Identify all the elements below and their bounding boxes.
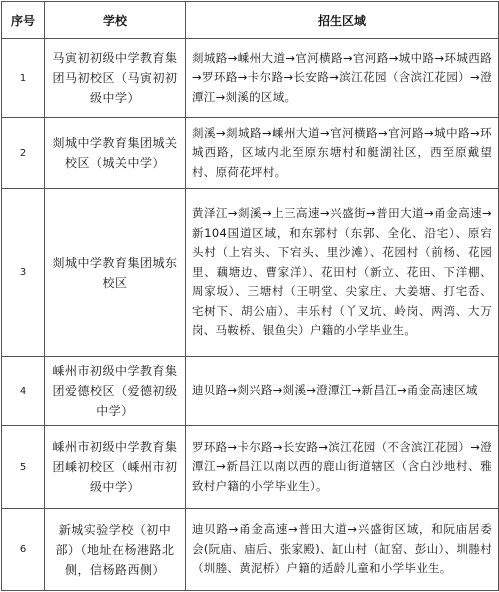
row-seq: 3: [2, 189, 45, 357]
header-school: 学校: [45, 2, 186, 39]
row-school: 剡城中学教育集团城关校区（城关中学）: [45, 118, 186, 189]
row-school: 嵊州市初级中学教育集团嵊初校区（嵊州市初级中学）: [45, 426, 186, 509]
table-row: [2, 189, 499, 357]
header-seq: 序号: [2, 2, 45, 39]
row-area: 罗环路→卡尔路→长安路→滨江花园（不含滨江花园）→澄潭江→新昌江以南以西的鹿山街道辖区（含白沙地村、雅致村户籍的小学毕业生）。: [186, 426, 499, 509]
table-row: [2, 357, 499, 426]
row-area: 迪贝路→甬金高速→普田大道→兴盛街区域，和阮庙居委会(阮庙、庙后、张家殿)、缸山村（缸窑、彭山）、圳塍村（圳塍、黄泥桥）户籍的适龄儿童和小学毕业生。: [186, 509, 499, 591]
enrollment-table: [1, 1, 499, 591]
row-area: 剡溪→剡城路→嵊州大道→官河横路→官河路→城中路→环城西路，区域内北至原东塘村和艇湖社区，西至原戴望村、原荷花坪村。: [186, 118, 499, 189]
row-area: 剡城路→嵊州大道→官河横路→官河路→城中路→环城西路→罗环路→卡尔路→长安路→滨江花园（含滨江花园）→澄潭江→剡溪的区域。: [186, 39, 499, 118]
row-seq: 1: [2, 39, 45, 118]
row-seq: 2: [2, 118, 45, 189]
table-row: [2, 39, 499, 118]
row-area: 迪贝路→剡兴路→剡溪→澄潭江→新昌江→甬金高速区域: [186, 357, 499, 426]
row-school: 嵊州市初级中学教育集团爱德校区（爱德初级中学）: [45, 357, 186, 426]
table-row: [2, 426, 499, 509]
row-seq: 6: [2, 509, 45, 591]
header-row: [2, 2, 499, 39]
row-school: 新城实验学校（初中部）（地址在杨港路北侧，信杨路西侧）: [45, 509, 186, 591]
row-seq: 5: [2, 426, 45, 509]
table-row: [2, 509, 499, 591]
row-school: 剡城中学教育集团城东校区: [45, 189, 186, 357]
row-area: 黄泽江→剡溪→上三高速→兴盛街→普田大道→甬金高速→新104国道区域，和东郭村（东郭、全化、沿宅）、原宕头村（上宕头、下宕头、里沙滩）、花园村（前杨、花园里、藕塘边、曹家洋）、花田村（新立、花田、下洋棚、周家坂）、三塘村（王明堂、尖家庄、大姜塘、打宅岙、宅树下、胡公庙）、丰乐村（丫叉坑、岭岗、两湾、大万岗、马鞍桥、银鱼尖）户籍的小学毕业生。: [186, 189, 499, 357]
row-seq: 4: [2, 357, 45, 426]
row-school: 马寅初初级中学教育集团马初校区（马寅初初级中学）: [45, 39, 186, 118]
header-area: 招生区域: [186, 2, 499, 39]
table-row: [2, 118, 499, 189]
